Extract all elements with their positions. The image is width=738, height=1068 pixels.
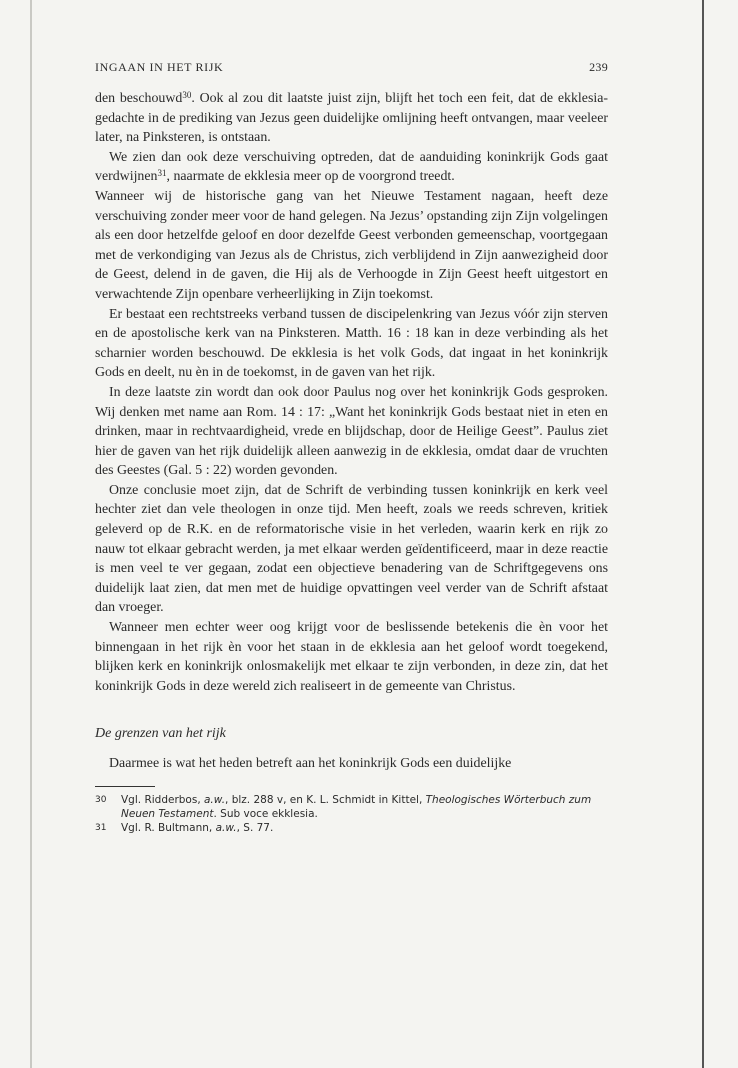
- paragraph-1: [95, 89, 608, 148]
- book-page: [95, 60, 608, 835]
- footnote-text: [121, 821, 608, 835]
- section-heading: De grenzen van het rijk: [95, 726, 226, 742]
- footnote-part: . Sub voce ekklesia.: [213, 808, 318, 820]
- paragraph-6: Onze conclusie moet zijn, dat de Schrift de verbinding tussen koninkrijk en kerk veel hechter ziet dan vele theologen in onze tijd. Men heeft, zoals we reeds schreven, kritiek geleverd op de R.K. en de reformatorische visie in het verleden, waarin kerk en rijk zo nauw tot elkaar gebracht werden, ja met elkaar werden geïdentificeerd, maar in deze reactie is men veel te ver gegaan, zodat een objectieve benadering van de Schriftgegevens ons duidelijk laat zien, dat men met de huidige opvattingen veel verder van de Schrift afstaat dan vroeger.: [95, 482, 608, 616]
- body-text: [95, 89, 608, 774]
- footnote-number: 30: [95, 795, 107, 805]
- paragraph-8: Daarmee is wat het heden betreft aan het koninkrijk Gods een duidelijke: [109, 756, 512, 772]
- paragraph-5: In deze laatste zin wordt dan ook door Paulus nog over het koninkrijk Gods gesproken. Wij denken met name aan Rom. 14 : 17: „Want het koninkrijk Gods bestaat niet in eten en drinken, maar in rechtvaardigheid, vrede en blijdschap, door de Heilige Geest”. Paulus ziet hier de gaven van het rijk duidelijk alleen aanwezig in de ekklesia, omdat daar de vruchten des Geestes (Gal. 5 : 22) worden gevonden.: [95, 384, 608, 479]
- footnote-part-italic: a.w.: [215, 822, 237, 834]
- footnote-ref-31: 31: [157, 168, 167, 179]
- page-number: 239: [589, 60, 608, 74]
- paragraph-4: Er bestaat een rechtstreeks verband tussen de discipelenkring van Jezus vóór zijn sterven en de apostolische kerk van na Pinksteren. Matth. 16 : 18 kan in deze verbinding als het scharnier worden beschouwd. De ekklesia is het volk Gods, dat ingaat in het koninkrijk Gods en deelt, nu èn in de toekomst, in de gaven van het rijk.: [95, 306, 608, 381]
- scan-right-edge: [702, 0, 704, 1068]
- paragraph-3: Wanneer wij de historische gang van het Nieuwe Testament nagaan, heeft deze verschuiving zonder meer voor de hand gelegen. Na Jezus’ opstanding zijn Zijn volgelingen als een door hetzelfde geloof en door dezelfde Geest verbonden gemeenschap, voortgegaan met de verkondiging van Jezus als de Christus, zich verblijdend in Zijn aanwezigheid door de Geest, delend in de gaven, die Hij als de Verhoogde in Zijn Geest heeft uitgestort en verwachtende Zijn openbare verheerlijking in Zijn toekomst.: [95, 188, 608, 302]
- paragraph-2-text-b: , naarmate de ekklesia meer op de voorgrond treedt.: [166, 169, 455, 185]
- footnote-30: [95, 793, 608, 821]
- footnote-number: 31: [95, 823, 107, 833]
- footnote-31: [95, 821, 608, 835]
- footnote-part: , S. 77.: [236, 822, 274, 834]
- footnote-part: Vgl. R. Bultmann,: [121, 822, 216, 834]
- footnote-part-italic: Theologisches Wörterbuch zum Neuen Testament: [121, 794, 592, 820]
- footnote-part-italic: a.w.: [204, 794, 226, 806]
- footnote-part: Vgl. Ridderbos,: [121, 794, 204, 806]
- footnote-ref-30: 30: [182, 90, 192, 100]
- footnote-part: , blz. 288 v, en K. L. Schmidt in Kittel,: [225, 794, 426, 806]
- running-header: [95, 60, 608, 75]
- footnotes: [95, 793, 608, 835]
- paragraph-1-text-a: den beschouwd: [95, 91, 183, 106]
- paragraph-2: [95, 148, 608, 187]
- paragraph-2-text-a: We zien dan ook deze verschuiving optreden, dat de aanduiding koninkrijk Gods gaat verdwijnen: [95, 149, 608, 185]
- scan-left-edge: [30, 0, 32, 1068]
- running-title: INGAAN IN HET RIJK: [95, 60, 224, 74]
- paragraph-1-text-b: . Ook al zou dit laatste juist zijn, blijft het toch een feit, dat de ekklesia-gedachte in de prediking van Jezus geen duidelijke omlijning heeft ontvangen, maar veeleer later, na Pinksteren, is ontstaan.: [95, 91, 609, 146]
- paragraph-7: Wanneer men echter weer oog krijgt voor de beslissende betekenis die èn voor het binnengaan in het rijk èn voor het staan in de ekklesia aan het geloof wordt toegekend, blijken kerk en koninkrijk onlosmakelijk met elkaar te zijn verbonden, in deze zin, dat het koninkrijk Gods in deze wereld zich realiseert in de gemeente van Christus.: [95, 620, 608, 694]
- footnote-rule: [95, 786, 155, 787]
- footnote-text: [121, 793, 608, 821]
